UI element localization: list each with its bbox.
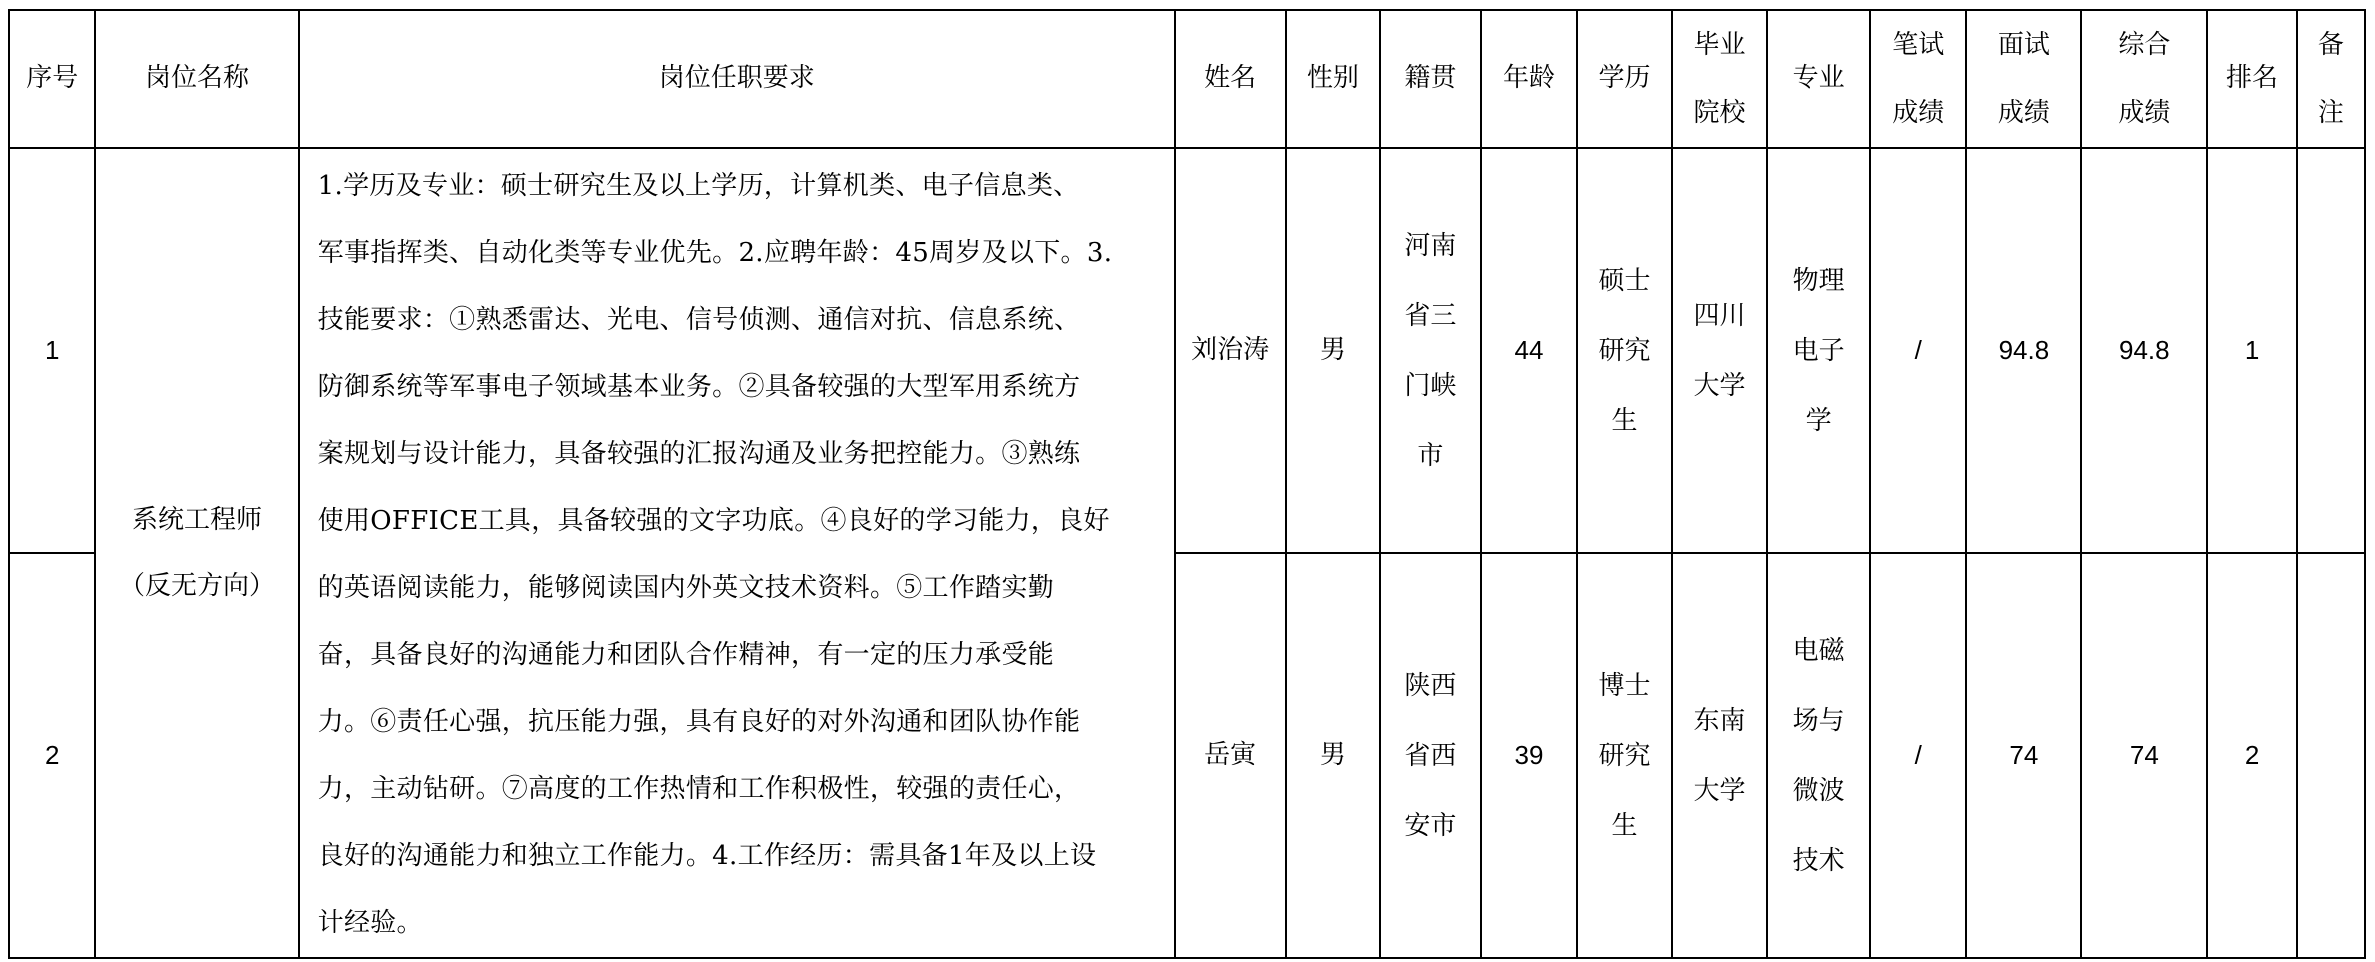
cell-written-score: / [1870,148,1967,553]
major-line: 场与 [1792,705,1845,736]
hometown-line: 陕西 [1404,670,1457,701]
header-rank: 排名 [2207,10,2296,148]
cell-requirements [299,148,1175,958]
cell-name: 刘治涛 [1175,148,1286,553]
header-education: 学历 [1577,10,1672,148]
cell-hometown [1380,148,1481,553]
hometown-line: 省三 [1404,300,1457,331]
header-requirements: 岗位任职要求 [299,10,1175,148]
hometown-line: 河南 [1404,230,1457,261]
position-line2: （反无方向） [119,571,276,601]
school-line: 大学 [1693,775,1746,806]
header-hometown: 籍贯 [1380,10,1481,148]
hometown-line: 安市 [1404,810,1457,841]
header-total-line2: 成绩 [2118,98,2171,128]
school-line: 东南 [1693,705,1746,736]
recruitment-results-table [8,9,2366,959]
hometown-line: 省西 [1404,740,1457,771]
requirements-line: 力，主动钻研。⑦高度的工作热情和工作积极性，较强的责任心， [317,774,1081,804]
major-line: 学 [1805,405,1832,436]
header-position: 岗位名称 [95,10,298,148]
requirements-line: 技能要求：①熟悉雷达、光电、信号侦测、通信对抗、信息系统、 [317,305,1081,335]
requirements-line: 1.学历及专业：硕士研究生及以上学历，计算机类、电子信息类、 [317,171,1080,201]
header-interview-line1: 面试 [1997,30,2050,60]
education-line: 生 [1611,810,1638,841]
header-written-line1: 笔试 [1892,30,1945,60]
requirements-line: 防御系统等军事电子领域基本业务。②具备较强的大型军用系统方 [317,372,1081,402]
requirements-line: 的英语阅读能力，能够阅读国内外英文技术资料。⑤工作踏实勤 [317,573,1055,603]
education-line: 博士 [1598,670,1651,701]
cell-hometown [1380,553,1481,958]
header-written [1870,10,1967,148]
cell-interview-score: 74 [1966,553,2081,958]
education-line: 硕士 [1598,265,1651,296]
cell-major [1767,148,1870,553]
cell-age: 44 [1481,148,1578,553]
table-row [9,148,2365,553]
school-line: 四川 [1693,300,1746,331]
hometown-line: 门峡 [1404,370,1457,401]
major-line: 电子 [1792,335,1845,366]
cell-position [95,148,298,958]
header-school-line1: 毕业 [1693,30,1746,60]
major-line: 物理 [1792,265,1845,296]
cell-school [1672,553,1768,958]
requirements-line: 案规划与设计能力，具备较强的汇报沟通及业务把控能力。③熟练 [317,439,1081,469]
school-line: 大学 [1693,370,1746,401]
education-line: 研究 [1598,740,1651,771]
cell-remark [2297,148,2365,553]
position-line1: 系统工程师 [132,505,263,535]
header-remark [2297,10,2365,148]
cell-rank: 2 [2207,553,2296,958]
requirements-line: 力。⑥责任心强，抗压能力强，具有良好的对外沟通和团队协作能 [317,707,1081,737]
header-written-line2: 成绩 [1892,98,1945,128]
cell-interview-score: 94.8 [1966,148,2081,553]
header-seq: 序号 [9,10,95,148]
cell-school [1672,148,1768,553]
cell-education [1577,148,1672,553]
cell-major [1767,553,1870,958]
header-total [2081,10,2207,148]
cell-total-score: 94.8 [2081,148,2207,553]
header-remark-line1: 备 [2317,30,2344,60]
requirements-line: 奋，具备良好的沟通能力和团队合作精神，有一定的压力承受能 [317,640,1055,670]
header-interview [1966,10,2081,148]
major-line: 微波 [1792,775,1845,806]
requirements-line: 使用OFFICE工具，具备较强的文字功底。④良好的学习能力，良好 [317,506,1110,536]
requirements-line: 计经验。 [317,908,423,938]
requirements-line: 军事指挥类、自动化类等专业优先。2.应聘年龄：45周岁及以下。3. [317,238,1113,268]
header-school-line2: 院校 [1693,98,1746,128]
education-line: 生 [1611,405,1638,436]
education-line: 研究 [1598,335,1651,366]
cell-rank: 1 [2207,148,2296,553]
header-age: 年龄 [1481,10,1578,148]
cell-education [1577,553,1672,958]
cell-total-score: 74 [2081,553,2207,958]
cell-written-score: / [1870,553,1967,958]
header-total-line1: 综合 [2118,30,2171,60]
header-gender: 性别 [1286,10,1381,148]
major-line: 电磁 [1792,635,1845,666]
hometown-line: 市 [1417,440,1444,471]
header-remark-line2: 注 [2317,98,2344,128]
cell-gender: 男 [1286,148,1381,553]
requirements-line: 良好的沟通能力和独立工作能力。4.工作经历：需具备1年及以上设 [317,841,1097,871]
cell-seq: 2 [9,553,95,958]
cell-age: 39 [1481,553,1578,958]
header-name: 姓名 [1175,10,1286,148]
cell-remark [2297,553,2365,958]
cell-name: 岳寅 [1175,553,1286,958]
header-interview-line2: 成绩 [1997,98,2050,128]
cell-gender: 男 [1286,553,1381,958]
table-header-row [9,10,2365,148]
cell-seq: 1 [9,148,95,553]
major-line: 技术 [1792,845,1845,876]
header-major: 专业 [1767,10,1870,148]
header-school [1672,10,1768,148]
